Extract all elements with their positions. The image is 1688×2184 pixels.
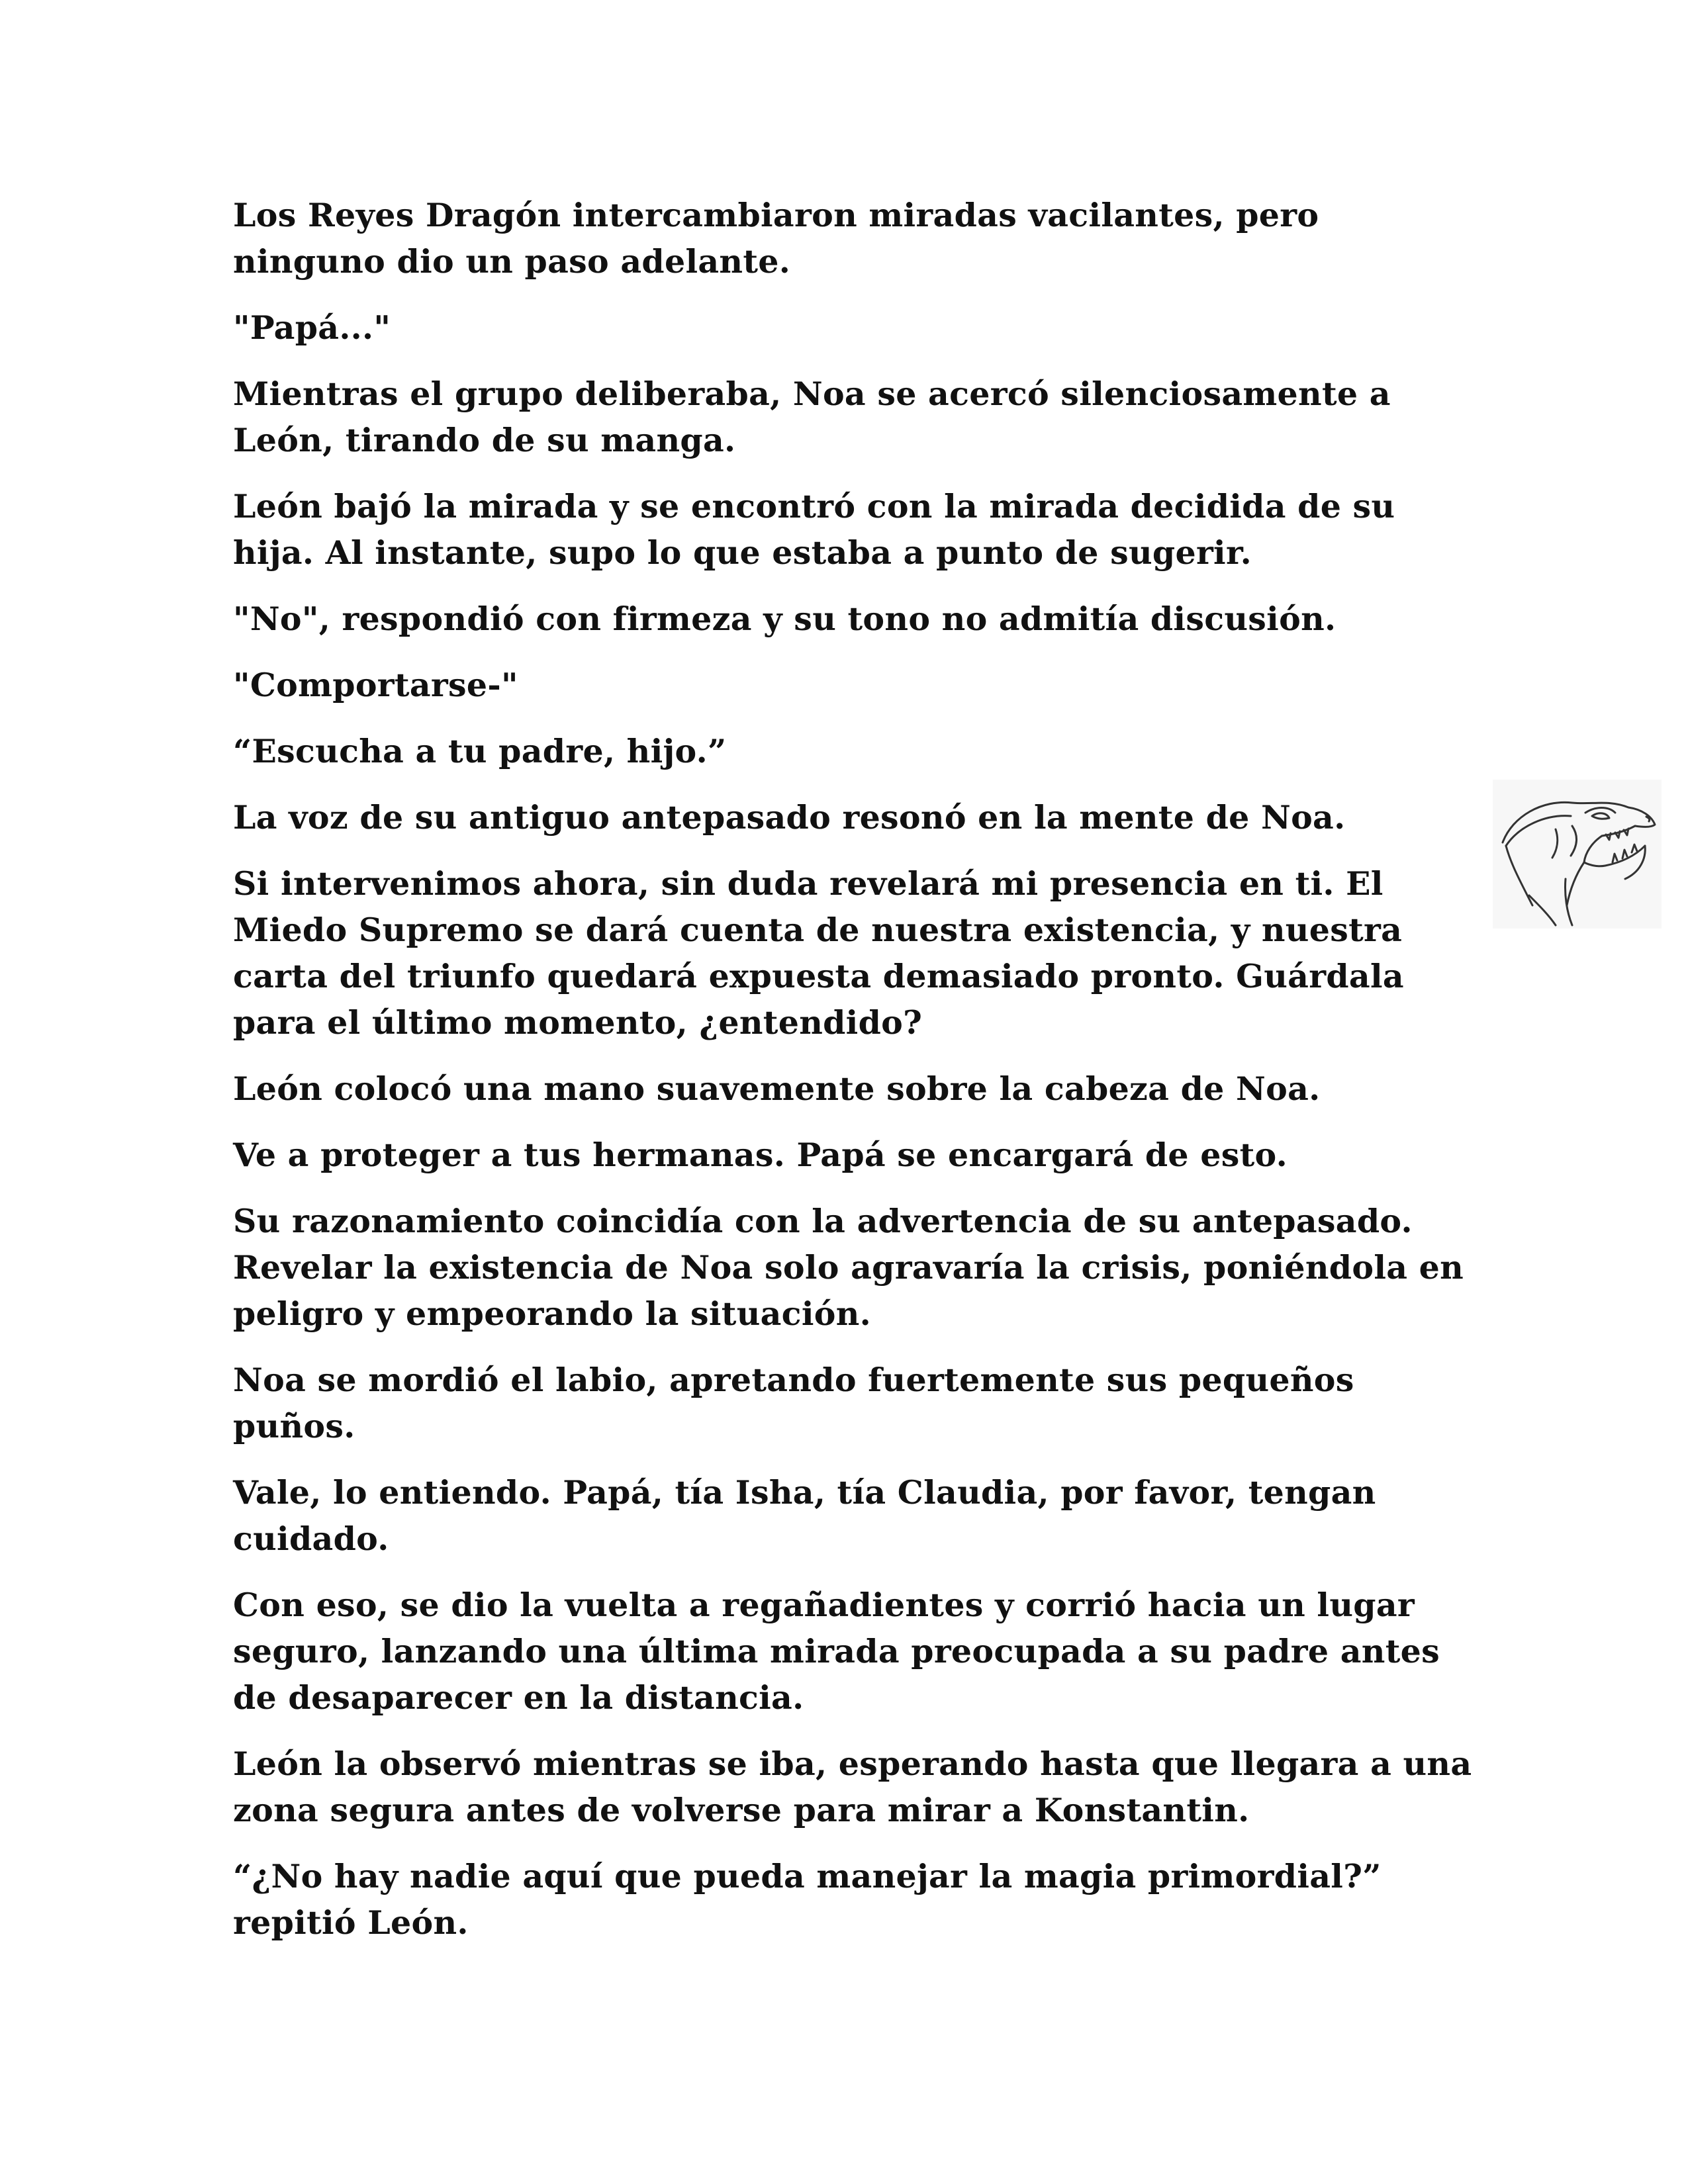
body-text (233, 192, 1477, 1966)
paragraph: "No", respondió con firmeza y su tono no admitía discusión. (233, 600, 1336, 638)
paragraph: La voz de su antiguo antepasado resonó en la mente de Noa. (233, 798, 1346, 837)
paragraph: “¿No hay nadie aquí que pueda manejar la magia primordial?” repitió León. (233, 1857, 1382, 1942)
paragraph: Vale, lo entiendo. Papá, tía Isha, tía Claudia, por favor, tengan cuidado. (233, 1473, 1376, 1558)
paragraph: Ve a proteger a tus hermanas. Papá se encargará de esto. (233, 1136, 1288, 1174)
paragraph: León colocó una mano suavemente sobre la cabeza de Noa. (233, 1069, 1321, 1108)
paragraph: Los Reyes Dragón intercambiaron miradas vacilantes, pero ninguno dio un paso adelante. (233, 196, 1319, 281)
paragraph: León la observó mientras se iba, esperando hasta que llegara a una zona segura antes de volverse para mirar a Konstantin. (233, 1745, 1472, 1829)
paragraph: "Papá..." (233, 308, 391, 347)
paragraph: Si intervenimos ahora, sin duda revelará mi presencia en ti. El Miedo Supremo se dará cuenta de nuestra existencia, y nuestra carta del triunfo quedará expuesta demasiado pronto. Guárdala para el último momento, ¿entendido? (233, 864, 1404, 1042)
paragraph: Con eso, se dio la vuelta a regañadientes y corrió hacia un lugar seguro, lanzando una última mirada preocupada a su padre antes de desaparecer en la distancia. (233, 1586, 1440, 1717)
paragraph: "Comportarse-" (233, 666, 518, 704)
paragraph: Su razonamiento coincidía con la advertencia de su antepasado. Revelar la existencia de Noa solo agravaría la crisis, poniéndola en peligro y empeorando la situación. (233, 1202, 1464, 1333)
dragon-head-sketch-icon (1493, 780, 1662, 929)
paragraph: Mientras el grupo deliberaba, Noa se acercó silenciosamente a León, tirando de su manga. (233, 375, 1391, 459)
paragraph: León bajó la mirada y se encontró con la mirada decidida de su hija. Al instante, supo lo que estaba a punto de sugerir. (233, 487, 1395, 572)
paragraph: “Escucha a tu padre, hijo.” (233, 732, 727, 770)
paragraph: Noa se mordió el labio, apretando fuertemente sus pequeños puños. (233, 1361, 1354, 1445)
